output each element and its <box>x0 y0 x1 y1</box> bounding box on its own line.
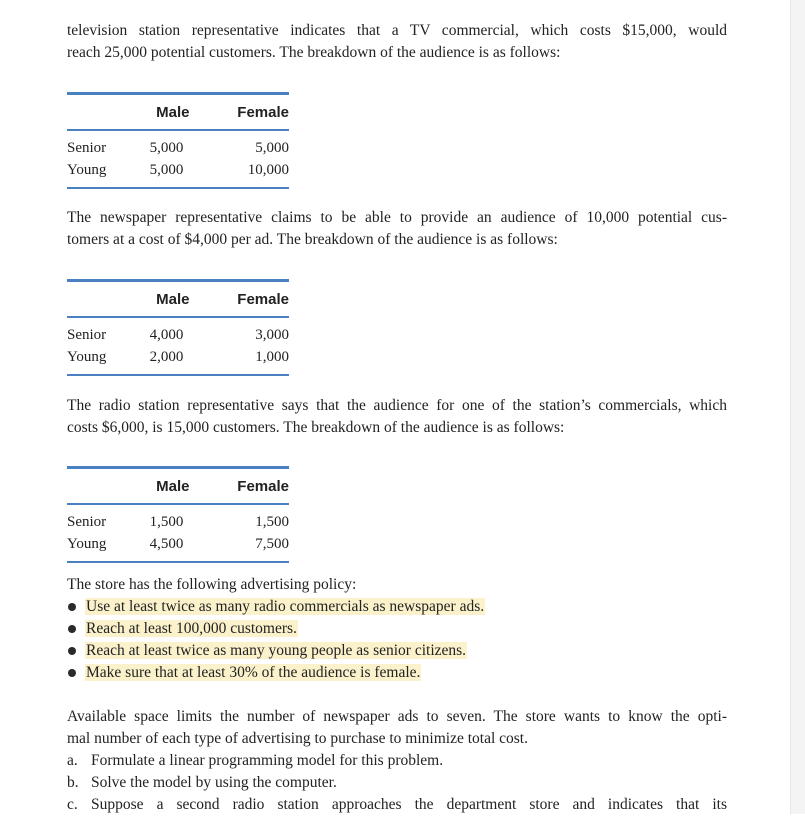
paragraph-tv <box>67 20 727 64</box>
text-line: Available space limits the number of newspaper ads to seven. The store wants to know the opti- <box>67 708 727 725</box>
highlighted-text: Reach at least 100,000 customers. <box>86 620 297 637</box>
table-header-blank <box>67 281 134 318</box>
cell-female: 10,000 <box>212 159 289 188</box>
newspaper-audience-table <box>67 279 289 376</box>
cell-female: 1,000 <box>212 346 289 375</box>
list-item <box>67 662 485 684</box>
list-item <box>67 640 485 662</box>
table-header-male: Male <box>134 94 212 131</box>
table-header-female: Female <box>212 281 289 318</box>
row-label: Young <box>67 533 134 562</box>
cell-male: 2,000 <box>134 346 212 375</box>
paragraph-newspaper <box>67 207 727 251</box>
text-line: mal number of each type of advertising to purchase to minimize total cost. <box>67 730 528 747</box>
table-header-male: Male <box>134 468 212 505</box>
paragraph-constraints <box>67 706 727 750</box>
advertising-policy <box>67 574 485 684</box>
bullet-icon <box>68 647 76 655</box>
cell-female: 1,500 <box>255 513 289 530</box>
table-header-blank <box>67 94 134 131</box>
radio-audience-table <box>67 466 289 563</box>
text-line: tomers at a cost of $4,000 per ad. The breakdown of the audience is as follows: <box>67 231 558 248</box>
question-label: c. <box>67 796 78 813</box>
table-row <box>67 504 289 533</box>
policy-list <box>67 596 485 684</box>
list-item <box>67 750 727 772</box>
cell-male: 5,000 <box>134 159 212 188</box>
row-label: Young <box>67 346 134 375</box>
table-row <box>67 346 289 375</box>
table-row <box>67 533 289 562</box>
table-header-male: Male <box>134 281 212 318</box>
cell-female: 5,000 <box>255 139 289 156</box>
table-row <box>67 159 289 188</box>
scrollbar[interactable] <box>790 0 805 814</box>
text-line: The radio station representative says that the audience for one of the station’s commercials, which <box>67 397 727 414</box>
cell-male: 1,500 <box>149 513 184 530</box>
table-header-blank <box>67 468 134 505</box>
text-line: costs $6,000, is 15,000 customers. The breakdown of the audience is as follows: <box>67 419 565 436</box>
bullet-icon <box>68 625 76 633</box>
question-text: Formulate a linear programming model for this problem. <box>91 752 444 769</box>
table-row <box>67 317 289 346</box>
cell-male: 4,500 <box>134 533 212 562</box>
text-line: reach 25,000 potential customers. The breakdown of the audience is as follows: <box>67 44 561 61</box>
highlighted-text: Reach at least twice as many young people as senior citizens. <box>86 642 467 659</box>
table-row <box>67 130 289 159</box>
question-list <box>67 750 727 816</box>
list-item <box>67 596 485 618</box>
row-label: Senior <box>67 513 107 530</box>
question-label: a. <box>67 752 78 769</box>
text-line: television station representative indicates that a TV commercial, which costs $15,000, would <box>67 22 727 39</box>
cell-female: 3,000 <box>255 326 289 343</box>
question-label: b. <box>67 774 79 791</box>
highlighted-text: Make sure that at least 30% of the audience is female. <box>86 664 421 681</box>
row-label: Senior <box>67 139 107 156</box>
tv-audience-table <box>67 92 289 189</box>
row-label: Senior <box>67 326 107 343</box>
row-label: Young <box>67 159 134 188</box>
question-text: Suppose a second radio station approaches the department store and indicates that its <box>91 796 727 813</box>
highlighted-text: Use at least twice as many radio commercials as newspaper ads. <box>86 598 485 615</box>
cell-male: 5,000 <box>149 139 184 156</box>
bullet-icon <box>68 603 76 611</box>
paragraph-radio <box>67 395 727 439</box>
list-item <box>67 618 485 640</box>
list-item <box>67 772 727 794</box>
bullet-icon <box>68 669 76 677</box>
question-text: Solve the model by using the computer. <box>91 774 337 791</box>
cell-male: 4,000 <box>149 326 184 343</box>
text-line: The newspaper representative claims to be able to provide an audience of 10,000 potential cus- <box>67 209 727 226</box>
policy-lead: The store has the following advertising policy: <box>67 576 357 593</box>
table-header-female: Female <box>212 94 289 131</box>
list-item <box>67 794 727 816</box>
table-header-female: Female <box>212 468 289 505</box>
cell-female: 7,500 <box>212 533 289 562</box>
